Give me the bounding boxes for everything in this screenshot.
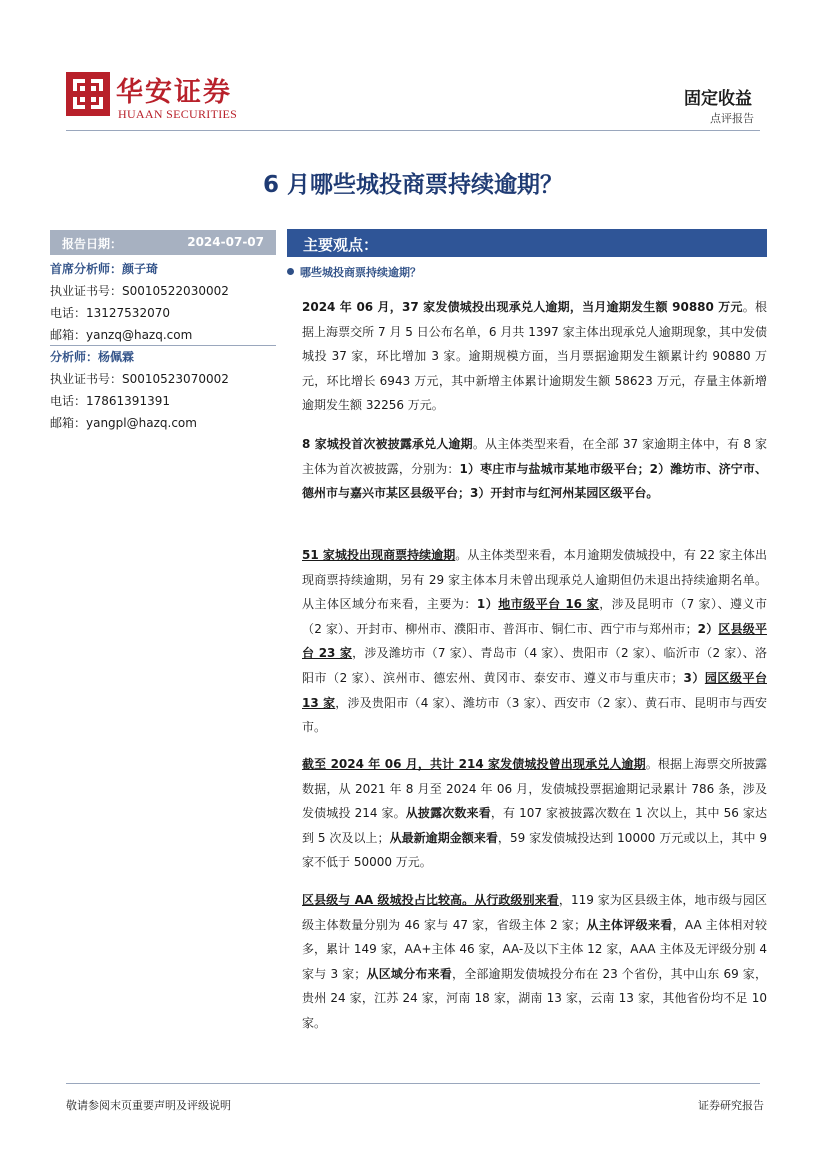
- p5-sub1-body: ，AA 主体相对较多，累计 149 家，AA+主体 46 家，AA-及以下主体 12 家，AAA 主体及无评级分别 4 家与 3 家；: [302, 917, 768, 981]
- paragraph-4: [302, 752, 767, 875]
- analyst-cert: 执业证书号：S0010522030002: [50, 284, 229, 298]
- p3-item3-label: 园区级平台 13 家: [302, 670, 767, 710]
- p3-item2-body: ，涉及潍坊市（7 家）、青岛市（4 家）、贵阳市（2 家）、临沂市（2 家）、洛阳市（2 家）、滨州市、德宏州、黄冈市、泰安市、遵义市与重庆市；: [302, 646, 767, 685]
- p2-lead: 8 家城投首次被披露承兑人逾期: [302, 437, 473, 451]
- p5-sub2-body: ，全部逾期发债城投分布在 23 个省份，其中山东 69 家，贵州 24 家，江苏 24 家，河南 18 家，湖南 13 家，云南 13 家，其他省份均不足 10 家。: [302, 966, 767, 1030]
- p3-lead: 51 家城投出现商票持续逾期: [302, 548, 456, 562]
- paragraph-5: [302, 888, 767, 1036]
- p3-body: 。从主体类型来看，本月逾期发债城投中，有 22 家主体出现商票持续逾期，另有 29 家主体本月未曾出现承兑人逾期但仍未退出持续逾期名单。从主体区域分布来看，主要为：: [302, 548, 767, 612]
- analyst-role: 分析师：杨佩霖: [50, 350, 135, 364]
- footer-disclaimer: 敬请参阅末页重要声明及评级说明: [66, 1099, 231, 1112]
- company-logo-mark: [66, 72, 110, 116]
- p5-sub2-label: 从区域分布来看: [366, 966, 452, 981]
- section-bullet: [287, 264, 421, 280]
- p3-item2-num: 2）: [697, 621, 719, 636]
- p4-sub2-body: ，59 家发债城投达到 10000 万元或以上，其中 9 家不低于 50000 万元。: [302, 830, 767, 870]
- p3-item2-label: 区县级平台 23 家: [302, 621, 767, 661]
- paragraph-2: [302, 432, 767, 506]
- header-divider: [66, 130, 760, 131]
- p2-list: 1）枣庄市与盐城市某地市级平台；2）潍坊市、济宁市、德州市与嘉兴市某区县级平台；3）开封市与红河州某园区级平台。: [302, 461, 767, 501]
- p3-item3-body: ，涉及贵阳市（4 家）、潍坊市（3 家）、西安市（2 家）、黄石市、昆明市与西安市。: [302, 695, 767, 735]
- p5-body: ，119 家为区县级主体，地市级与园区级主体数量分别为 46 家与 47 家，省级主体 2 家；: [302, 893, 767, 932]
- footer-divider: [66, 1083, 760, 1084]
- date-value: 2024-07-07: [187, 235, 264, 249]
- p3-item3-num: 3）: [683, 670, 705, 685]
- p3-item1-label: 地市级平台 16 家: [498, 597, 600, 612]
- analyst-phone: 电话：17861391391: [50, 394, 170, 408]
- p4-body: 。根据上海票交所披露数据，从 2021 年 8 月至 2024 年 06 月，发债城投票据逾期记录累计 786 条，涉及发债城投 214 家。: [302, 757, 767, 821]
- company-name-en: HUAAN SECURITIES: [118, 107, 238, 121]
- p3-item1-num: 1）: [476, 597, 499, 612]
- paragraph-1: [302, 295, 767, 418]
- paragraph-3: [302, 543, 767, 740]
- report-date-bar: [50, 230, 276, 255]
- p5-lead: 区县级与 AA 级城投占比较高。从行政级别来看: [302, 893, 559, 907]
- key-points-header: 主要观点：: [287, 229, 767, 257]
- p1-body: 。根据上海票交所 7 月 5 日公布名单，6 月共 1397 家主体出现承兑人逾期现象，其中发债城投 37 家，环比增加 3 家。逾期规模方面，当月票据逾期发生额累计约 90880 万元，环比增长 6943 万元，其中新增主体累计逾期发生额 58623 万元，存量主体新增逾期发生额 32256 万元。: [302, 300, 767, 413]
- p4-lead: 截至 2024 年 06 月，共计 214 家发债城投曾出现承兑人逾期: [302, 757, 646, 771]
- report-category: 固定收益: [684, 89, 752, 109]
- company-name-cn: 华安证券: [116, 77, 232, 108]
- p1-lead: 2024 年 06 月，37 家发债城投出现承兑人逾期，当月逾期发生额 90880 万元: [302, 300, 743, 314]
- section-bullet-text: 哪些城投商票持续逾期？: [300, 266, 421, 279]
- report-title: 6 月哪些城投商票持续逾期？: [262, 172, 563, 198]
- analyst-cert: 执业证书号：S0010523070002: [50, 372, 229, 386]
- analyst-email: 邮箱：yangpl@hazq.com: [50, 416, 197, 430]
- analyst-block-chief: [50, 258, 276, 346]
- bullet-dot-icon: [287, 268, 294, 275]
- analyst-email: 邮箱：yanzq@hazq.com: [50, 328, 193, 342]
- p2-body: 。从主体类型来看，在全部 37 家逾期主体中，有 8 家主体为首次被披露，分别为：: [302, 437, 768, 476]
- footer-report-type: 证券研究报告: [698, 1099, 764, 1112]
- analyst-phone: 电话：13127532070: [50, 306, 170, 320]
- analyst-block-second: [50, 346, 276, 434]
- report-subcategory: 点评报告: [710, 112, 754, 125]
- p4-sub1-label: 从披露次数来看: [405, 806, 491, 821]
- p4-sub1-body: ，有 107 家被披露次数在 1 次以上，其中 56 家达到 5 次及以上；: [302, 806, 767, 845]
- p3-item1-body: ，涉及昆明市（7 家）、遵义市（2 家）、开封市、柳州市、濮阳市、普洱市、铜仁市、西宁市与郑州市；: [302, 597, 768, 636]
- analyst-role: 首席分析师：颜子琦: [50, 262, 159, 276]
- p4-sub2-label: 从最新逾期金额来看: [389, 830, 498, 845]
- p5-sub1-label: 从主体评级来看: [586, 917, 673, 932]
- date-label: 报告日期：: [62, 237, 123, 251]
